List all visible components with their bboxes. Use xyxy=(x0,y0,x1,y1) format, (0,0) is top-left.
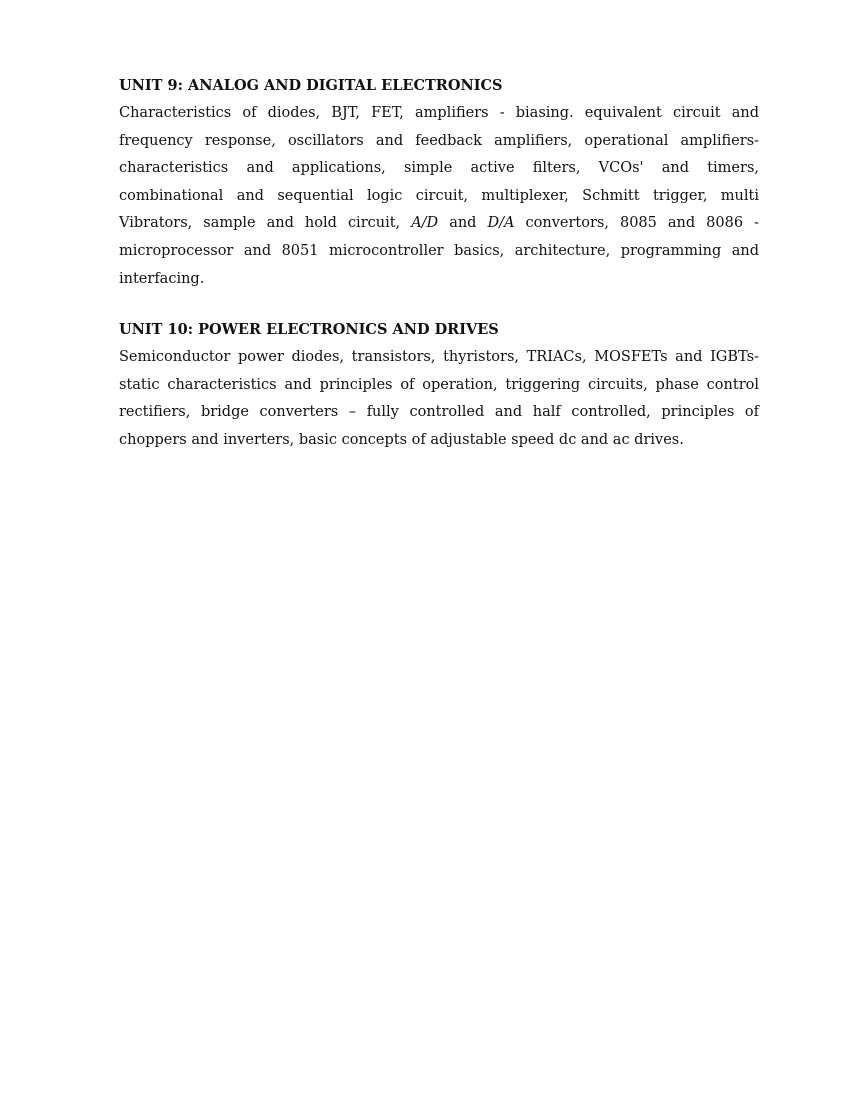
unit-9-heading: UNIT 9: ANALOG AND DIGITAL ELECTRONICS xyxy=(119,77,503,94)
unit-9-ad-term: A/D xyxy=(411,215,439,232)
unit-9-section xyxy=(119,74,759,293)
unit-9-and-word: and xyxy=(438,215,488,232)
unit-9-body xyxy=(119,100,759,293)
unit-9-da-term: D/A xyxy=(487,215,515,232)
document-content xyxy=(119,74,759,480)
unit-10-section xyxy=(119,318,759,454)
unit-9-body-text-2: convertors, 8085 and 8086 - microprocessor and 8051 microcontroller basics, architecture, programming and interfacing. xyxy=(119,215,760,287)
unit-9-body-text-1: Characteristics of diodes, BJT, FET, amplifiers - biasing. equivalent circuit and frequency response, oscillators and feedback amplifiers, operational amplifiers-characteristics and applications, simple active filters, VCOs' and timers, combinational and sequential logic circuit, multiplexer, Schmitt trigger, multi Vibrators, sample and hold circuit, xyxy=(119,105,759,232)
unit-10-heading: UNIT 10: POWER ELECTRONICS AND DRIVES xyxy=(119,321,499,339)
unit-10-body: Semiconductor power diodes, transistors, thyristors, TRIACs, MOSFETs and IGBTs-static characteristics and principles of operation, triggering circuits, phase control rectifiers, bridge converters – fully controlled and half controlled, principles of choppers and inverters, basic concepts of adjustable speed dc and ac drives. xyxy=(119,349,759,448)
